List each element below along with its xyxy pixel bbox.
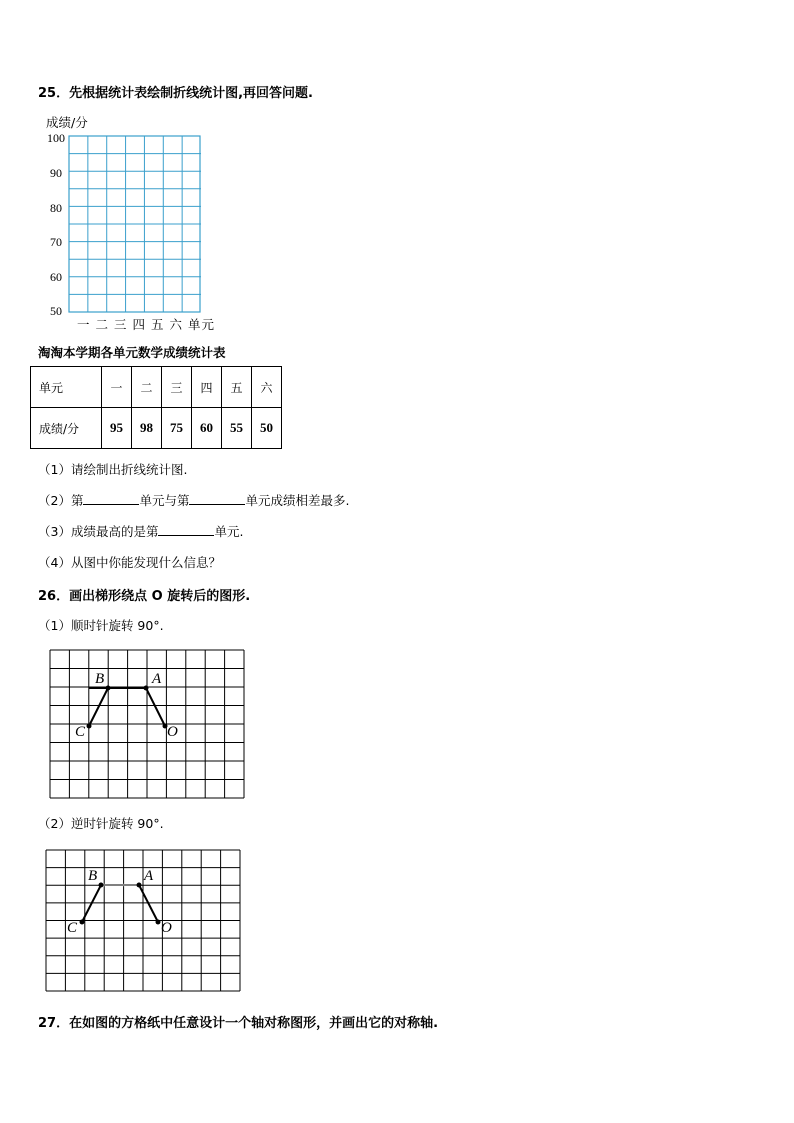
q25-sub2-part1: （2）第 [38,493,84,508]
table-score-4: 60 [192,408,222,449]
x-tick-5: 五 [151,317,165,332]
point-a-2 [137,883,142,888]
x-tick-1: 一 [77,317,91,332]
q25-sub3-part1: （3）成绩最高的是第 [38,524,159,539]
label-o-2: O [161,920,172,936]
table-row-units [31,367,282,408]
table-header-label: 单元 [31,367,102,408]
q26-sub1: （1）顺时针旋转 90°. [38,618,164,633]
table-score-6: 50 [252,408,282,449]
q25-sub1: （1）请绘制出折线统计图. [38,462,188,477]
label-a-1: A [152,671,162,687]
table-score-1: 95 [102,408,132,449]
label-b-2: B [88,868,98,884]
trapezoid-shape-2 [82,885,158,922]
label-a-2: A [144,868,154,884]
table-title: 淘淘本学期各单元数学成绩统计表 [38,345,226,360]
y-tick-50: 50 [50,304,62,318]
q25-sub3-part2: 单元. [214,524,244,539]
label-c-2: C [67,920,78,936]
y-tick-70: 70 [50,235,62,249]
label-o-1: O [167,724,178,740]
answer-blank-highest[interactable] [158,523,214,536]
chart-x-axis-label: 单元 [188,317,216,332]
table-unit-6: 六 [252,367,282,408]
chart-x-axis [77,315,215,333]
table-row-scores [31,408,282,449]
x-tick-4: 四 [132,317,147,332]
answer-blank-unit-a[interactable] [83,492,139,505]
point-o-2 [156,920,161,925]
y-tick-60: 60 [50,270,62,284]
q27-title: 27．在如图的方格纸中任意设计一个轴对称图形，并画出它的对称轴. [38,1016,439,1031]
chart-y-axis-label: 成绩/分 [46,115,88,130]
q25-sub3 [38,522,243,540]
q25-sub4: （4）从图中你能发现什么信息？ [38,555,221,570]
label-c-1: C [75,724,86,740]
table-unit-2: 二 [132,367,162,408]
table-unit-4: 四 [192,367,222,408]
trapezoid-shape [89,688,165,726]
table-unit-1: 一 [102,367,132,408]
point-b-2 [99,883,104,888]
point-b [106,686,111,691]
line-chart-grid[interactable] [68,135,202,314]
score-table [30,366,282,449]
x-tick-3: 三 [114,317,128,332]
q25-sub2-part2: 单元与第 [139,493,190,508]
table-score-5: 55 [222,408,252,449]
table-score-2: 98 [132,408,162,449]
q26-title: 26．画出梯形绕点 O 旋转后的图形. [38,589,251,604]
point-c [87,724,92,729]
q25-title: 25．先根据统计表绘制折线统计图,再回答问题. [38,86,313,101]
q25-sub2 [38,491,349,509]
table-unit-5: 五 [222,367,252,408]
table-score-3: 75 [162,408,192,449]
x-tick-2: 二 [95,317,110,332]
q25-sub2-part3: 单元成绩相差最多. [245,493,350,508]
point-c-2 [80,920,85,925]
y-tick-80: 80 [50,201,62,215]
y-tick-90: 90 [50,166,62,180]
table-score-label: 成绩/分 [31,408,102,449]
table-unit-3: 三 [162,367,192,408]
y-tick-100: 100 [47,131,65,145]
point-a [144,686,149,691]
answer-blank-unit-b[interactable] [189,492,245,505]
x-tick-6: 六 [169,317,184,332]
label-b-1: B [95,671,105,687]
q26-sub2: （2）逆时针旋转 90°. [38,816,164,831]
